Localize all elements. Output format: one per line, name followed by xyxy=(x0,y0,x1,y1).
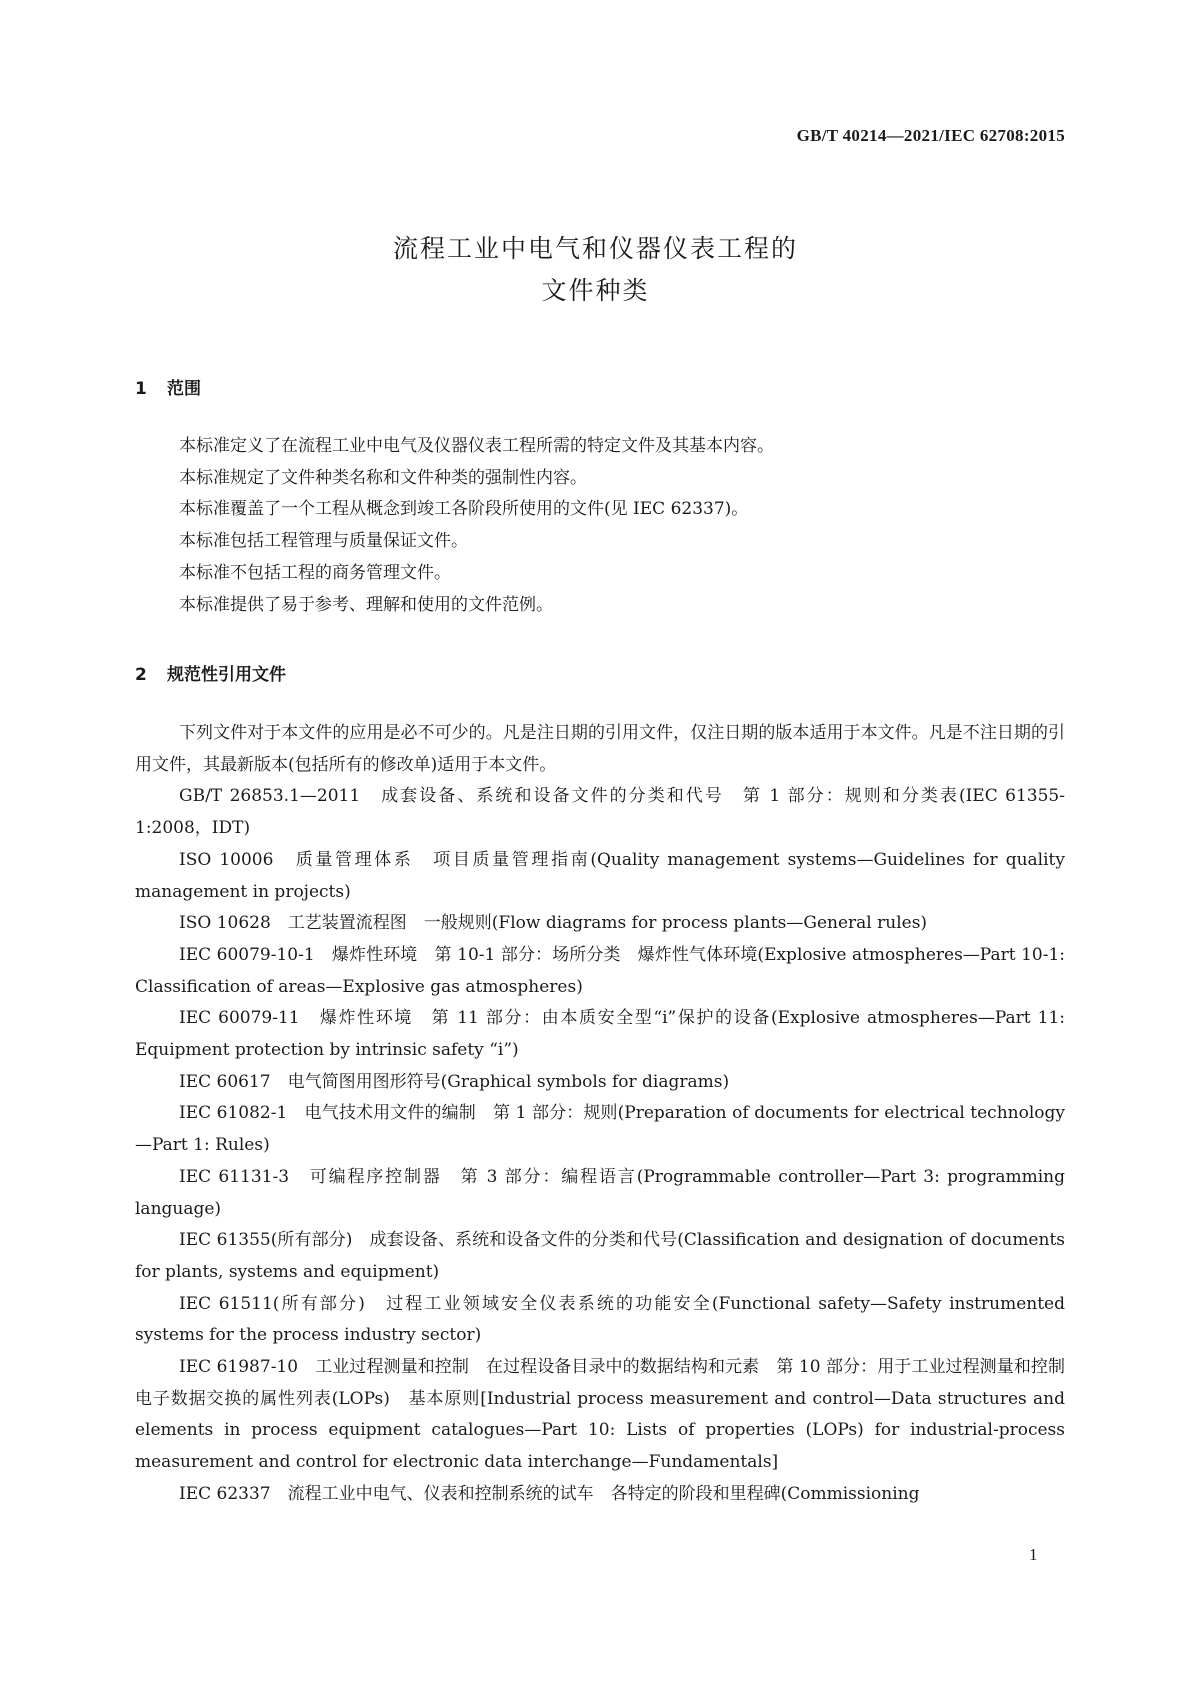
reference-entry: IEC 61511(所有部分) 过程工业领域安全仪表系统的功能安全(Functional safety—Safety instrumented systems for the process industry sector) xyxy=(135,1293,1065,1346)
section-1-body xyxy=(135,431,1065,621)
reference-entry: IEC 61131-3 可编程序控制器 第 3 部分：编程语言(Programmable controller—Part 3: programming language) xyxy=(135,1166,1065,1219)
paragraph: 本标准定义了在流程工业中电气及仪器仪表工程所需的特定文件及其基本内容。 xyxy=(179,436,774,456)
reference-entry: IEC 62337 流程工业中电气、仪表和控制系统的试车 各特定的阶段和里程碑(Commissioning xyxy=(179,1483,920,1504)
page-number: 1 xyxy=(1029,1545,1038,1564)
paragraph: 本标准提供了易于参考、理解和使用的文件范例。 xyxy=(179,594,553,615)
reference-entry: IEC 60079-10-1 爆炸性环境 第 10-1 部分：场所分类 爆炸性气体环境(Explosive atmospheres—Part 10-1: Classification of areas—Explosive gas atmospheres) xyxy=(135,944,1065,997)
section-number: 2 xyxy=(135,665,147,685)
section-title: 规范性引用文件 xyxy=(167,665,286,685)
paragraph: 本标准覆盖了一个工程从概念到竣工各阶段所使用的文件(见 IEC 62337)。 xyxy=(179,499,749,520)
document-title xyxy=(0,228,1191,312)
section-2-body xyxy=(135,718,1065,1511)
reference-entry: ISO 10628 工艺装置流程图 一般规则(Flow diagrams for process plants—General rules) xyxy=(179,913,928,934)
title-line-1: 流程工业中电气和仪器仪表工程的 xyxy=(392,234,798,263)
section-number: 1 xyxy=(135,379,147,399)
reference-entry: IEC 61987-10 工业过程测量和控制 在过程设备目录中的数据结构和元素 第 10 部分：用于工业过程测量和控制电子数据交换的属性列表(LOPs) 基本原则[Industrial process measurement and control—Data structures and elements in process equipment catalogues—Part 10: Lists of properties (LOPs) for industrial-process measurement and control for electronic data interchange—Fundamentals] xyxy=(135,1357,1065,1473)
paragraph: 本标准规定了文件种类名称和文件种类的强制性内容。 xyxy=(179,467,587,488)
reference-entry: GB/T 26853.1—2011 成套设备、系统和设备文件的分类和代号 第 1 部分：规则和分类表(IEC 61355-1:2008，IDT) xyxy=(135,786,1065,839)
reference-entry: IEC 60079-11 爆炸性环境 第 11 部分：由本质安全型“i”保护的设备(Explosive atmospheres—Part 11: Equipment protection by intrinsic safety “i”) xyxy=(135,1008,1065,1061)
section-1-heading xyxy=(135,374,201,399)
paragraph: 本标准不包括工程的商务管理文件。 xyxy=(179,562,451,583)
title-line-2: 文件种类 xyxy=(541,276,650,305)
reference-entry: IEC 61355(所有部分) 成套设备、系统和设备文件的分类和代号(Classification and designation of documents for plants, systems and equipment) xyxy=(135,1230,1065,1282)
reference-entry: IEC 61082-1 电气技术用文件的编制 第 1 部分：规则(Preparation of documents for electrical technology—Part 1: Rules) xyxy=(135,1103,1065,1156)
standard-code-header: GB/T 40214—2021/IEC 62708:2015 xyxy=(796,126,1065,145)
reference-entry: ISO 10006 质量管理体系 项目质量管理指南(Quality management systems—Guidelines for quality management in projects) xyxy=(135,849,1065,902)
reference-entry: IEC 60617 电气简图用图形符号(Graphical symbols for diagrams) xyxy=(179,1071,730,1092)
intro-paragraph: 下列文件对于本文件的应用是必不可少的。凡是注日期的引用文件，仅注日期的版本适用于本文件。凡是不注日期的引用文件，其最新版本(包括所有的修改单)适用于本文件。 xyxy=(135,723,1065,775)
paragraph: 本标准包括工程管理与质量保证文件。 xyxy=(179,531,468,552)
section-2-heading xyxy=(135,660,286,685)
section-title: 范围 xyxy=(167,379,201,399)
